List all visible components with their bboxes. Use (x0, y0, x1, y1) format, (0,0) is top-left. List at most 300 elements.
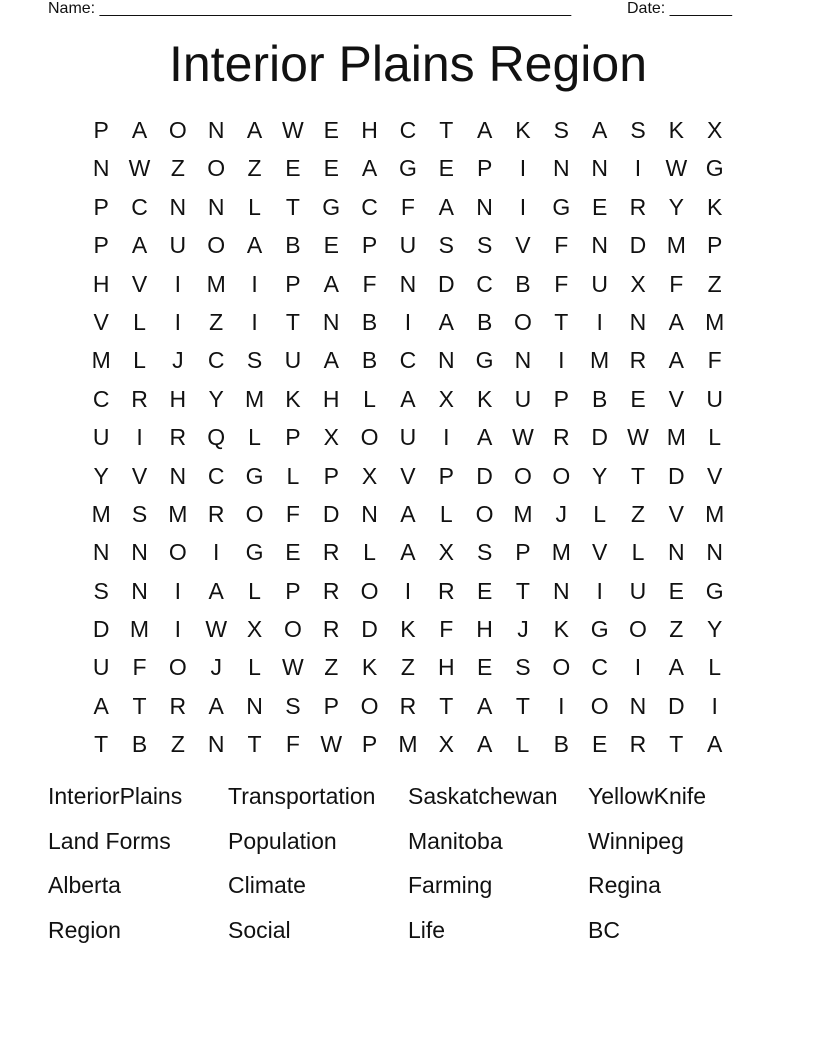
grid-letter[interactable]: I (558, 347, 565, 374)
grid-letter[interactable]: A (208, 577, 224, 604)
grid-letter[interactable]: M (551, 539, 571, 566)
grid-letter[interactable]: E (591, 731, 608, 758)
grid-letter[interactable]: Z (170, 731, 185, 758)
grid-letter[interactable]: O (514, 462, 532, 489)
grid-letter[interactable]: E (323, 117, 339, 143)
grid-letter[interactable]: F (285, 500, 300, 527)
grid-letter[interactable]: E (285, 539, 301, 566)
grid-letter[interactable]: N (246, 692, 263, 719)
grid-letter[interactable]: X (438, 539, 454, 566)
grid-letter[interactable]: M (513, 500, 533, 527)
grid-letter[interactable]: H (322, 385, 340, 412)
grid-letter[interactable]: R (322, 577, 340, 604)
grid-letter[interactable]: I (634, 654, 642, 681)
grid-letter[interactable]: S (476, 232, 493, 259)
grid-letter[interactable]: I (174, 270, 182, 297)
grid-letter[interactable]: E (591, 193, 608, 220)
grid-letter[interactable]: L (133, 347, 146, 374)
grid-letter[interactable]: F (669, 270, 684, 297)
grid-letter[interactable]: N (361, 500, 378, 527)
grid-letter[interactable]: V (668, 500, 684, 527)
grid-letter[interactable]: Z (247, 155, 262, 182)
grid-letter[interactable]: P (707, 232, 723, 259)
grid-letter[interactable]: A (246, 232, 263, 259)
grid-letter[interactable]: N (207, 193, 225, 220)
grid-letter[interactable]: W (665, 155, 688, 182)
grid-letter[interactable]: G (590, 616, 609, 643)
grid-letter[interactable]: G (705, 577, 724, 604)
grid-letter[interactable]: O (360, 424, 379, 451)
grid-letter[interactable]: M (91, 347, 111, 374)
grid-letter[interactable]: A (707, 731, 723, 758)
grid-letter[interactable]: U (629, 577, 647, 604)
grid-letter[interactable]: M (590, 347, 610, 374)
grid-letter[interactable]: J (172, 347, 184, 374)
grid-letter[interactable]: P (285, 270, 301, 297)
grid-letter[interactable]: K (285, 385, 301, 412)
grid-letter[interactable]: I (596, 308, 603, 335)
grid-letter[interactable]: B (553, 731, 569, 758)
grid-letter[interactable]: A (400, 539, 416, 566)
grid-letter[interactable]: S (476, 539, 493, 566)
grid-letter[interactable]: I (711, 692, 718, 719)
grid-letter[interactable]: P (323, 692, 339, 719)
grid-letter[interactable]: L (631, 539, 645, 566)
grid-letter[interactable]: O (245, 500, 264, 527)
grid-letter[interactable]: L (708, 654, 722, 681)
grid-letter[interactable]: U (169, 232, 187, 259)
grid-letter[interactable]: O (360, 577, 379, 604)
grid-letter[interactable]: A (476, 692, 493, 719)
grid-letter[interactable]: T (132, 692, 147, 719)
grid-letter[interactable]: A (476, 424, 493, 451)
grid-letter[interactable]: V (131, 462, 148, 489)
grid-letter[interactable]: G (475, 347, 494, 374)
grid-letter[interactable]: D (361, 616, 378, 643)
grid-letter[interactable]: V (515, 232, 531, 259)
grid-letter[interactable]: R (207, 500, 225, 527)
grid-letter[interactable]: Y (208, 385, 224, 412)
grid-letter[interactable]: S (93, 577, 109, 604)
grid-letter[interactable]: V (707, 462, 723, 489)
grid-letter[interactable]: C (361, 193, 378, 220)
grid-letter[interactable]: X (438, 731, 454, 758)
grid-letter[interactable]: N (169, 462, 187, 489)
grid-row (82, 418, 734, 456)
grid-letter[interactable]: U (514, 385, 532, 412)
grid-letter[interactable]: C (399, 117, 417, 143)
grid-letter[interactable]: O (629, 616, 647, 643)
grid-letter[interactable]: I (558, 692, 565, 719)
word-bank-item: Transportation (228, 783, 376, 809)
grid-letter[interactable]: I (519, 193, 527, 220)
grid-letter[interactable]: V (400, 462, 416, 489)
grid-letter[interactable]: I (251, 308, 258, 335)
grid-letter[interactable]: N (591, 232, 608, 259)
grid-letter[interactable]: O (552, 654, 571, 681)
grid-letter[interactable]: N (514, 347, 532, 374)
grid-letter[interactable]: F (400, 193, 415, 220)
grid-letter[interactable]: S (285, 692, 301, 719)
grid-letter[interactable]: L (248, 424, 261, 451)
word-bank-item: Land Forms (48, 827, 171, 854)
grid-letter[interactable]: R (629, 347, 647, 374)
grid-letter[interactable]: I (174, 308, 182, 335)
grid-letter[interactable]: N (552, 577, 570, 604)
word-bank-item: Regina (588, 872, 661, 898)
grid-letter[interactable]: I (251, 270, 258, 297)
grid-row (82, 226, 734, 264)
grid-letter[interactable]: C (207, 462, 225, 489)
grid-letter[interactable]: D (476, 462, 493, 489)
word-bank-row (48, 825, 768, 870)
grid-letter[interactable]: O (360, 692, 379, 719)
grid-letter[interactable]: J (517, 616, 529, 643)
grid-letter[interactable]: Y (707, 616, 723, 643)
grid-letter[interactable]: L (516, 731, 530, 758)
grid-letter[interactable]: I (634, 155, 642, 182)
grid-letter[interactable]: N (207, 731, 225, 758)
grid-letter[interactable]: L (248, 654, 261, 681)
grid-letter[interactable]: S (515, 654, 531, 681)
grid-letter[interactable]: A (93, 692, 109, 719)
grid-letter[interactable]: O (168, 654, 187, 681)
grid-letter[interactable]: C (131, 193, 148, 220)
grid-letter[interactable]: A (668, 654, 684, 681)
grid-letter[interactable]: M (206, 270, 226, 297)
grid-letter[interactable]: T (247, 731, 262, 758)
grid-letter[interactable]: Y (93, 462, 109, 489)
grid-letter[interactable]: L (286, 462, 300, 489)
grid-letter[interactable]: Q (207, 424, 226, 451)
grid-letter[interactable]: L (363, 539, 376, 566)
grid-letter[interactable]: S (131, 500, 148, 527)
grid-letter[interactable]: R (322, 616, 340, 643)
grid-letter[interactable]: E (476, 654, 493, 681)
grid-letter[interactable]: P (93, 232, 109, 259)
grid-letter[interactable]: U (591, 270, 608, 297)
grid-letter[interactable]: N (706, 539, 723, 566)
grid-letter[interactable]: O (207, 232, 226, 259)
grid-letter[interactable]: A (131, 117, 148, 143)
grid-letter[interactable]: A (323, 270, 339, 297)
grid-letter[interactable]: R (437, 577, 455, 604)
grid-letter[interactable]: I (519, 155, 527, 182)
grid-letter[interactable]: E (285, 155, 301, 182)
grid-letter[interactable]: R (629, 731, 647, 758)
grid-letter[interactable]: K (668, 117, 684, 143)
grid-letter[interactable]: T (669, 731, 684, 758)
grid-letter[interactable]: R (399, 692, 417, 719)
grid-letter[interactable]: D (437, 270, 455, 297)
grid-row (82, 572, 734, 610)
grid-letter[interactable]: P (93, 193, 109, 220)
grid-letter[interactable]: L (133, 308, 146, 335)
grid-letter[interactable]: F (285, 731, 300, 758)
grid-letter[interactable]: B (591, 385, 608, 412)
grid-letter[interactable]: M (129, 616, 150, 643)
grid-letter[interactable]: A (438, 308, 454, 335)
word-bank (48, 780, 768, 958)
grid-letter[interactable]: D (668, 462, 685, 489)
grid-letter[interactable]: K (400, 616, 416, 643)
grid-letter[interactable]: A (668, 308, 684, 335)
grid-letter[interactable]: O (283, 616, 302, 643)
grid-letter[interactable]: M (91, 500, 111, 527)
grid-letter[interactable]: D (668, 692, 685, 719)
grid-letter[interactable]: T (439, 117, 454, 143)
grid-letter[interactable]: L (248, 193, 261, 220)
grid-letter[interactable]: X (438, 385, 454, 412)
grid-letter[interactable]: F (439, 616, 454, 643)
grid-letter[interactable]: H (476, 616, 493, 643)
grid-letter[interactable]: B (361, 308, 378, 335)
grid-letter[interactable]: A (668, 347, 684, 374)
grid-letter[interactable]: O (552, 462, 571, 489)
grid-letter[interactable]: D (322, 500, 340, 527)
grid-letter[interactable]: O (590, 692, 609, 719)
grid-letter[interactable]: A (361, 155, 378, 182)
grid-letter[interactable]: H (361, 117, 378, 143)
grid-letter[interactable]: U (399, 424, 417, 451)
grid-letter[interactable]: Z (630, 500, 646, 527)
grid-letter[interactable]: G (322, 193, 341, 220)
grid-letter[interactable]: B (515, 270, 531, 297)
grid-letter[interactable]: N (476, 193, 493, 220)
grid-letter[interactable]: A (476, 117, 493, 143)
grid-letter[interactable]: T (285, 193, 300, 220)
grid-letter[interactable]: O (168, 539, 187, 566)
grid-letter[interactable]: G (245, 462, 264, 489)
grid-letter[interactable]: R (552, 424, 570, 451)
grid-letter[interactable]: W (512, 424, 534, 451)
grid-letter[interactable]: R (629, 193, 647, 220)
grid-letter[interactable]: L (593, 500, 607, 527)
grid-letter[interactable]: K (476, 385, 493, 412)
grid-letter[interactable]: R (169, 692, 187, 719)
grid-letter[interactable]: N (399, 270, 417, 297)
grid-letter[interactable]: A (438, 193, 454, 220)
grid-letter[interactable]: J (555, 500, 568, 527)
grid-letter[interactable]: P (553, 385, 569, 412)
grid-letter[interactable]: K (515, 117, 531, 143)
grid-letter[interactable]: N (668, 539, 685, 566)
grid-letter[interactable]: W (205, 616, 228, 643)
grid-letter[interactable]: K (553, 616, 569, 643)
grid-letter[interactable]: X (246, 616, 263, 643)
grid-letter[interactable]: Z (209, 308, 224, 335)
grid-letter[interactable]: P (361, 232, 378, 259)
grid-letter[interactable]: P (93, 117, 109, 143)
grid-letter[interactable]: X (707, 117, 723, 143)
grid-letter[interactable]: A (246, 117, 263, 143)
grid-letter[interactable]: R (169, 424, 187, 451)
name-field[interactable]: Name: _____________________________________________________ (48, 0, 572, 17)
grid-letter[interactable]: U (92, 654, 110, 681)
grid-letter[interactable]: N (437, 347, 455, 374)
grid-letter[interactable]: R (131, 385, 148, 412)
grid-letter[interactable]: I (596, 577, 603, 604)
grid-letter[interactable]: P (438, 462, 454, 489)
grid-letter[interactable]: A (208, 692, 224, 719)
grid-letter[interactable]: M (244, 385, 265, 412)
grid-letter[interactable]: H (92, 270, 110, 297)
grid-letter[interactable]: P (285, 424, 301, 451)
grid-letter[interactable]: Y (668, 193, 684, 220)
grid-letter[interactable]: G (705, 155, 724, 182)
grid-letter[interactable]: K (361, 654, 378, 681)
grid-letter[interactable]: N (629, 692, 647, 719)
grid-letter[interactable]: E (323, 232, 339, 259)
grid-letter[interactable]: D (591, 424, 608, 451)
grid-letter[interactable]: N (207, 117, 225, 143)
grid-letter[interactable]: A (400, 385, 416, 412)
grid-letter[interactable]: N (92, 155, 110, 182)
grid-letter[interactable]: P (515, 539, 531, 566)
grid-letter[interactable]: V (131, 270, 148, 297)
grid-letter[interactable]: L (439, 500, 453, 527)
grid-letter[interactable]: T (515, 577, 530, 604)
grid-letter[interactable]: O (207, 155, 226, 182)
grid-letter[interactable]: C (207, 347, 225, 374)
grid-letter[interactable]: A (476, 731, 493, 758)
grid-letter[interactable]: E (476, 577, 493, 604)
grid-letter[interactable]: C (92, 385, 110, 412)
grid-letter[interactable]: F (132, 654, 147, 681)
grid-letter[interactable]: Z (669, 616, 684, 643)
date-field[interactable]: Date: _______ (627, 0, 732, 17)
grid-letter[interactable]: N (629, 308, 647, 335)
word-bank-item: Alberta (48, 872, 121, 898)
grid-letter[interactable]: M (705, 308, 725, 335)
grid-letter[interactable]: T (285, 308, 300, 335)
grid-letter[interactable]: M (666, 424, 686, 451)
grid-letter[interactable]: Z (400, 654, 415, 681)
grid-letter[interactable]: P (476, 155, 493, 182)
grid-letter[interactable]: B (285, 232, 301, 259)
grid-letter[interactable]: N (131, 577, 148, 604)
grid-letter[interactable]: W (128, 155, 151, 182)
grid-letter[interactable]: I (136, 424, 143, 451)
grid-letter[interactable]: O (168, 117, 187, 143)
grid-letter[interactable]: V (93, 308, 109, 335)
grid-letter[interactable]: L (248, 577, 261, 604)
grid-letter[interactable]: W (627, 424, 649, 451)
grid-letter[interactable]: A (400, 500, 416, 527)
grid-letter[interactable]: I (443, 424, 450, 451)
grid-letter[interactable]: L (708, 424, 722, 451)
grid-letter[interactable]: D (92, 616, 110, 643)
grid-letter[interactable]: I (174, 577, 182, 604)
grid-letter[interactable]: C (591, 654, 608, 681)
grid-letter[interactable]: N (92, 539, 110, 566)
grid-letter[interactable]: T (94, 731, 109, 758)
grid-letter[interactable]: A (131, 232, 148, 259)
grid-letter[interactable]: U (284, 347, 302, 374)
grid-letter[interactable]: O (475, 500, 494, 527)
grid-letter[interactable]: Y (591, 462, 608, 489)
grid-letter[interactable]: M (168, 500, 188, 527)
grid-letter[interactable]: G (398, 155, 417, 182)
grid-letter[interactable]: B (361, 347, 378, 374)
grid-letter[interactable]: N (169, 193, 187, 220)
grid-letter[interactable]: E (668, 577, 684, 604)
grid-letter[interactable]: R (322, 539, 340, 566)
grid-letter[interactable]: C (399, 347, 417, 374)
grid-letter[interactable]: X (361, 462, 378, 489)
grid-letter[interactable]: N (552, 155, 570, 182)
grid-letter[interactable]: M (666, 232, 686, 259)
grid-letter[interactable]: E (323, 155, 339, 182)
grid-letter[interactable]: C (476, 270, 493, 297)
grid-letter[interactable]: H (169, 385, 187, 412)
grid-letter[interactable]: G (245, 539, 264, 566)
grid-letter[interactable]: N (131, 539, 148, 566)
grid-letter[interactable]: I (213, 539, 220, 566)
grid-letter[interactable]: G (552, 193, 571, 220)
grid-letter[interactable]: B (131, 731, 148, 758)
grid-letter[interactable]: U (92, 424, 110, 451)
grid-letter[interactable]: D (629, 232, 647, 259)
grid-letter[interactable]: S (246, 347, 263, 374)
grid-letter[interactable]: X (323, 424, 339, 451)
grid-letter[interactable]: I (174, 616, 182, 643)
grid-letter[interactable]: I (404, 577, 412, 604)
grid-letter[interactable]: P (361, 731, 378, 758)
grid-letter[interactable]: E (438, 155, 454, 182)
grid-letter[interactable]: P (323, 462, 339, 489)
grid-letter[interactable]: S (553, 117, 569, 143)
grid-letter[interactable]: B (476, 308, 493, 335)
grid-letter[interactable]: T (554, 308, 569, 335)
grid-letter[interactable]: U (706, 385, 723, 412)
grid-letter[interactable]: M (705, 500, 725, 527)
grid-letter[interactable]: Z (170, 155, 185, 182)
grid-letter[interactable]: F (554, 232, 569, 259)
grid-letter[interactable]: T (515, 692, 530, 719)
grid-letter[interactable]: N (322, 308, 340, 335)
grid-letter[interactable]: L (363, 385, 376, 412)
grid-letter[interactable]: Z (324, 654, 339, 681)
grid-letter[interactable]: P (285, 577, 301, 604)
grid-letter[interactable]: A (591, 117, 608, 143)
grid-letter[interactable]: M (398, 731, 418, 758)
grid-letter[interactable]: W (282, 654, 304, 681)
grid-letter[interactable]: V (668, 385, 684, 412)
grid-letter[interactable]: T (439, 692, 454, 719)
grid-letter[interactable]: N (591, 155, 608, 182)
grid-letter[interactable]: E (630, 385, 646, 412)
grid-letter[interactable]: S (438, 232, 454, 259)
grid-letter[interactable]: F (362, 270, 377, 297)
grid-letter[interactable]: H (437, 654, 455, 681)
grid-letter[interactable]: T (630, 462, 646, 489)
grid-letter[interactable]: W (282, 117, 304, 143)
grid-letter[interactable]: U (399, 232, 417, 259)
grid-letter[interactable]: K (707, 193, 723, 220)
grid-letter[interactable]: A (323, 347, 339, 374)
grid-letter[interactable]: V (591, 539, 608, 566)
grid-letter[interactable]: O (514, 308, 532, 335)
grid-letter[interactable]: F (554, 270, 569, 297)
grid-letter[interactable]: F (707, 347, 722, 374)
grid-letter[interactable]: X (630, 270, 646, 297)
grid-letter[interactable]: J (210, 654, 222, 681)
grid-letter[interactable]: I (404, 308, 412, 335)
grid-letter[interactable]: S (630, 117, 646, 143)
grid-letter[interactable]: W (320, 731, 343, 758)
grid-letter[interactable]: Z (707, 270, 722, 297)
